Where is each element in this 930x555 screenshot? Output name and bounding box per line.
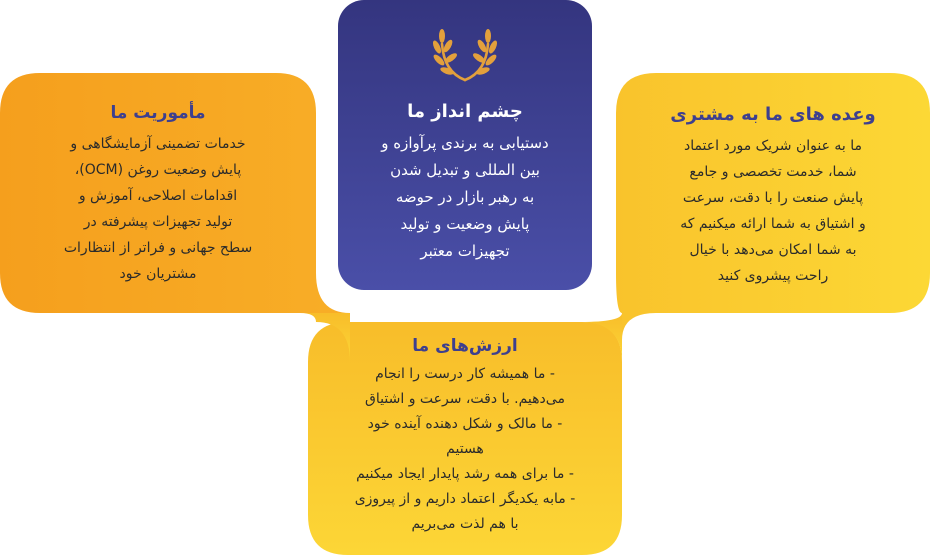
mission-line: مشتریان خود: [119, 266, 197, 282]
vision-line: تجهیزات معتبر: [420, 242, 510, 260]
promise-title: وعده های ما به مشتری: [670, 104, 876, 125]
vision-line: پایش وضعیت و تولید: [400, 215, 530, 233]
vision-line: به رهبر بازار در حوضه: [395, 188, 535, 206]
values-line: می‌دهیم. با دقت، سرعت و اشتیاق: [365, 391, 565, 407]
values-card: [308, 322, 622, 555]
promise-line: شما، خدمت تخصصی و جامع: [689, 164, 857, 180]
values-line: - ما برای همه رشد پایدار ایجاد میکنیم: [356, 466, 574, 482]
mission-body: [30, 131, 286, 287]
vision-line: دستیابی به برندی پرآوازه و: [381, 134, 549, 152]
promise-body: [640, 133, 906, 289]
promise-card: [616, 73, 930, 313]
promise-line: و اشتیاق به شما ارائه میکنیم که: [680, 216, 866, 232]
values-line: - ما مالک و شکل دهنده آینده خود: [367, 416, 563, 432]
mission-line: خدمات تضمینی آزمایشگاهی و: [70, 136, 246, 152]
vision-body: [350, 130, 580, 265]
promise-line: ما به عنوان شریک مورد اعتماد: [683, 138, 863, 154]
mission-card: [0, 73, 316, 313]
values-line: با هم لذت می‌بریم: [411, 516, 519, 532]
vision-line: بین المللی و تبدیل شدن: [390, 161, 540, 179]
promise-line: راحت پیشروی کنید: [717, 268, 829, 284]
mission-line: پایش وضعیت روغن (OCM)،: [74, 162, 242, 178]
values-line: هستیم: [446, 441, 484, 457]
mission-line: اقدامات اصلاحی، آموزش و: [78, 188, 238, 204]
vision-card: [338, 0, 592, 290]
promise-line: به شما امکان می‌دهد با خیال: [689, 242, 857, 258]
values-body: [328, 362, 602, 537]
values-line: - مابه یکدیگر اعتماد داریم و از پیروزی: [354, 491, 576, 507]
mission-title: مأموریت ما: [110, 103, 206, 123]
mission-line: سطح جهانی و فراتر از انتظارات: [63, 240, 253, 256]
promise-line: پایش صنعت را با دقت، سرعت: [682, 190, 864, 206]
values-title: ارزش‌های ما: [412, 336, 518, 356]
vision-title: چشم انداز ما: [407, 101, 523, 122]
mission-line: تولید تجهیزات پیشرفته در: [83, 214, 233, 230]
values-line: - ما همیشه کار درست را انجام: [375, 366, 555, 382]
